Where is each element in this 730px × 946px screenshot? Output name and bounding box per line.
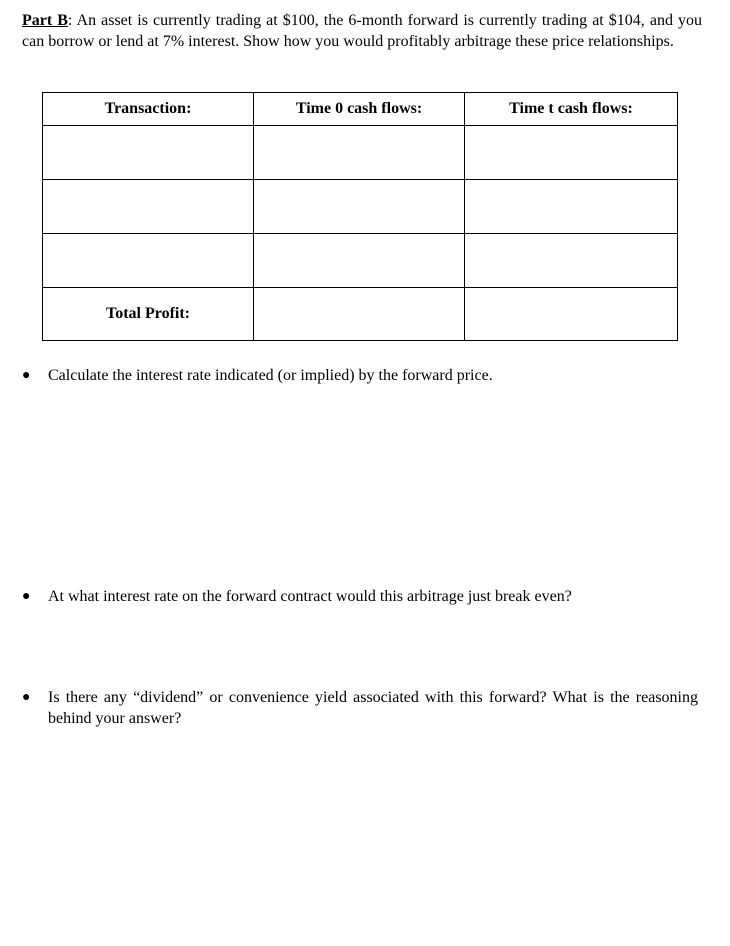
total-time0-cell[interactable] [254, 288, 465, 341]
bullet-icon: ● [22, 368, 31, 383]
question-break-even [22, 587, 698, 608]
time0-cell[interactable] [254, 126, 465, 180]
question-implied-rate [22, 366, 698, 387]
bullet-icon: ● [22, 589, 31, 604]
question-dividend-yield [22, 688, 698, 729]
question-text: Calculate the interest rate indicated (or implied) by the forward price. [48, 367, 493, 384]
table-row [43, 234, 678, 288]
arbitrage-table [42, 92, 678, 341]
table-row [43, 126, 678, 180]
total-profit-label: Total Profit: [43, 288, 254, 341]
table-row [43, 180, 678, 234]
transaction-cell[interactable] [43, 180, 254, 234]
problem-text: : An asset is currently trading at $100, the 6-month forward is currently trading at $104, and you can borrow or lend at 7% interest. Show how you would profitably arbitrage these price relationships. [22, 12, 702, 50]
transaction-cell[interactable] [43, 234, 254, 288]
timet-cell[interactable] [465, 180, 678, 234]
part-label: Part B [22, 12, 68, 29]
timet-cell[interactable] [465, 126, 678, 180]
time0-cell[interactable] [254, 234, 465, 288]
header-time0-cash-flows: Time 0 cash flows: [254, 93, 465, 126]
problem-statement [22, 11, 702, 52]
header-transaction: Transaction: [43, 93, 254, 126]
bullet-icon: ● [22, 690, 31, 705]
header-timet-cash-flows: Time t cash flows: [465, 93, 678, 126]
transaction-cell[interactable] [43, 126, 254, 180]
total-timet-cell[interactable] [465, 288, 678, 341]
time0-cell[interactable] [254, 180, 465, 234]
table-header-row [43, 93, 678, 126]
timet-cell[interactable] [465, 234, 678, 288]
question-text: At what interest rate on the forward contract would this arbitrage just break even? [48, 588, 572, 605]
total-profit-row [43, 288, 678, 341]
question-text: Is there any “dividend” or convenience yield associated with this forward? What is the reasoning behind your answer? [48, 689, 698, 727]
